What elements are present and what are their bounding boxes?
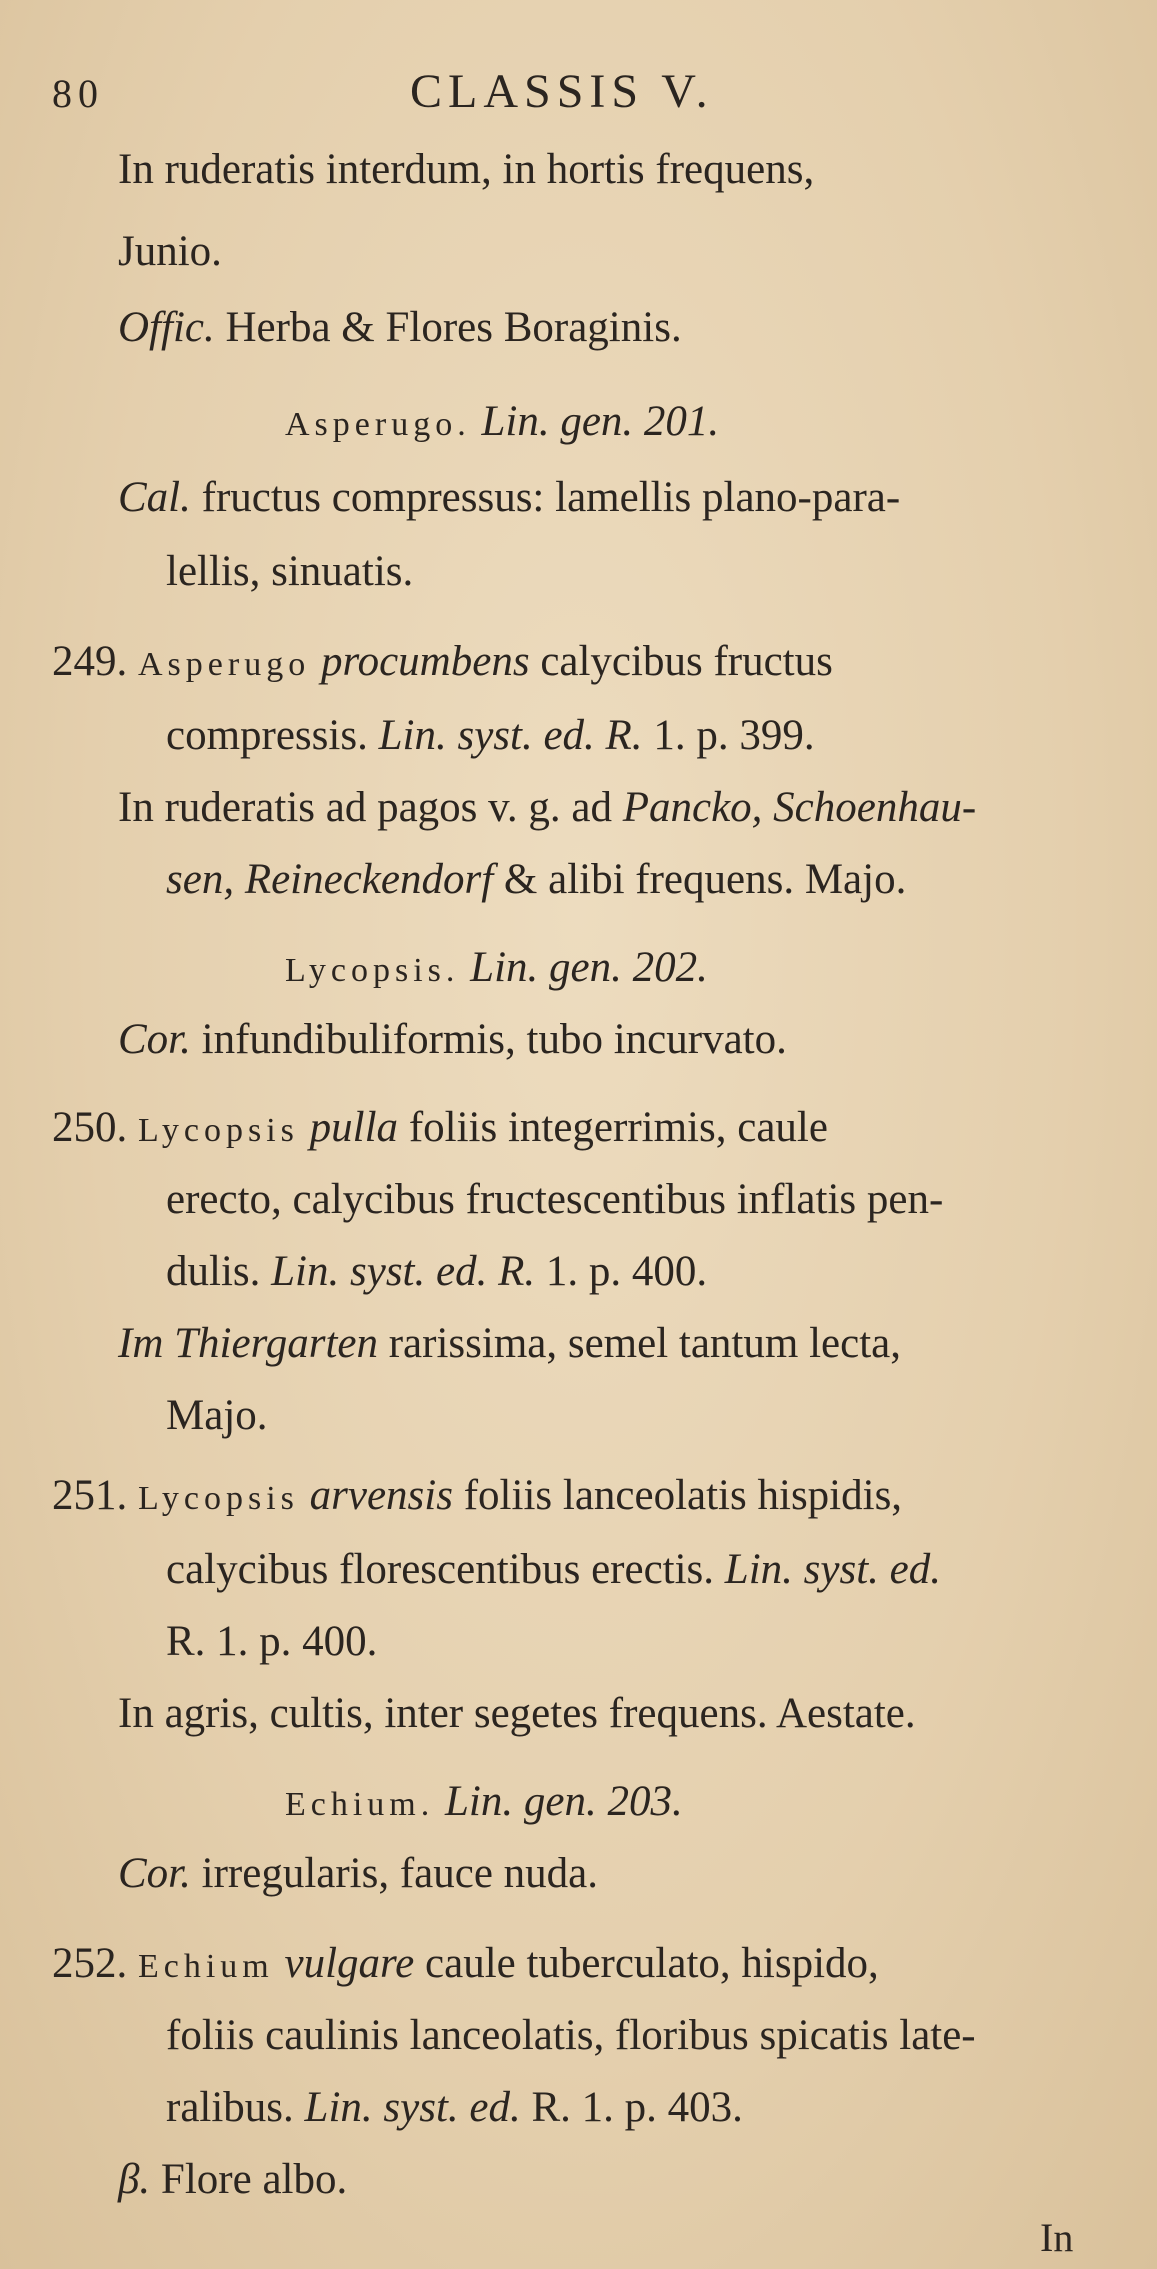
genus-heading: Echium. Lin. gen. 203. (285, 1778, 683, 1825)
entry-number: 250. (52, 1104, 128, 1151)
species-entry: 250. Lycopsis pulla foliis integerrimis, caule (52, 1104, 828, 1151)
species-entry: 249. Asperugo procumbens calycibus fructus (52, 638, 833, 685)
text-line: Cor. irregularis, fauce nuda. (118, 1850, 599, 1897)
text-line: compressis. Lin. syst. ed. R. 1. p. 399. (166, 712, 815, 759)
text-line: ralibus. Lin. syst. ed. R. 1. p. 403. (166, 2084, 743, 2131)
running-title: CLASSIS V. (410, 65, 714, 118)
text-line: Offic. Herba & Flores Boraginis. (118, 304, 682, 351)
entry-number: 252. (52, 1940, 128, 1987)
text-line: dulis. Lin. syst. ed. R. 1. p. 400. (166, 1248, 708, 1295)
page-number: 80 (52, 71, 104, 116)
catchword: In (1040, 2215, 1074, 2260)
entry-number: 249. (52, 638, 128, 685)
text-line: Junio. (118, 228, 222, 275)
text-line: foliis caulinis lanceolatis, floribus spicatis late- (166, 2012, 976, 2059)
text-line: erecto, calycibus fructescentibus inflatis pen- (166, 1176, 944, 1223)
genus-heading: Asperugo. Lin. gen. 201. (285, 398, 720, 445)
text-line: In ruderatis ad pagos v. g. ad Pancko, Schoenhau- (118, 784, 977, 831)
text-line: In ruderatis interdum, in hortis frequens, (118, 146, 815, 193)
species-entry: 251. Lycopsis arvensis foliis lanceolatis hispidis, (52, 1472, 903, 1519)
text-line: Im Thiergarten rarissima, semel tantum lecta, (118, 1320, 901, 1367)
header (52, 72, 104, 115)
text-line: Cal. fructus compressus: lamellis plano-para- (118, 474, 901, 521)
text-line: Cor. infundibuliformis, tubo incurvato. (118, 1016, 787, 1063)
species-entry: 252. Echium vulgare caule tuberculato, hispido, (52, 1940, 879, 1987)
entry-number: 251. (52, 1472, 128, 1519)
text-line: lellis, sinuatis. (166, 548, 414, 595)
text-line: sen, Reineckendorf & alibi frequens. Majo. (166, 856, 907, 903)
text-line: R. 1. p. 400. (166, 1618, 378, 1665)
text-line: β. Flore albo. (118, 2156, 348, 2203)
text-line: calycibus florescentibus erectis. Lin. syst. ed. (166, 1546, 941, 1593)
text-line: In agris, cultis, inter segetes frequens. Aestate. (118, 1690, 916, 1737)
genus-heading: Lycopsis. Lin. gen. 202. (285, 944, 708, 991)
text-line: Majo. (166, 1392, 268, 1439)
